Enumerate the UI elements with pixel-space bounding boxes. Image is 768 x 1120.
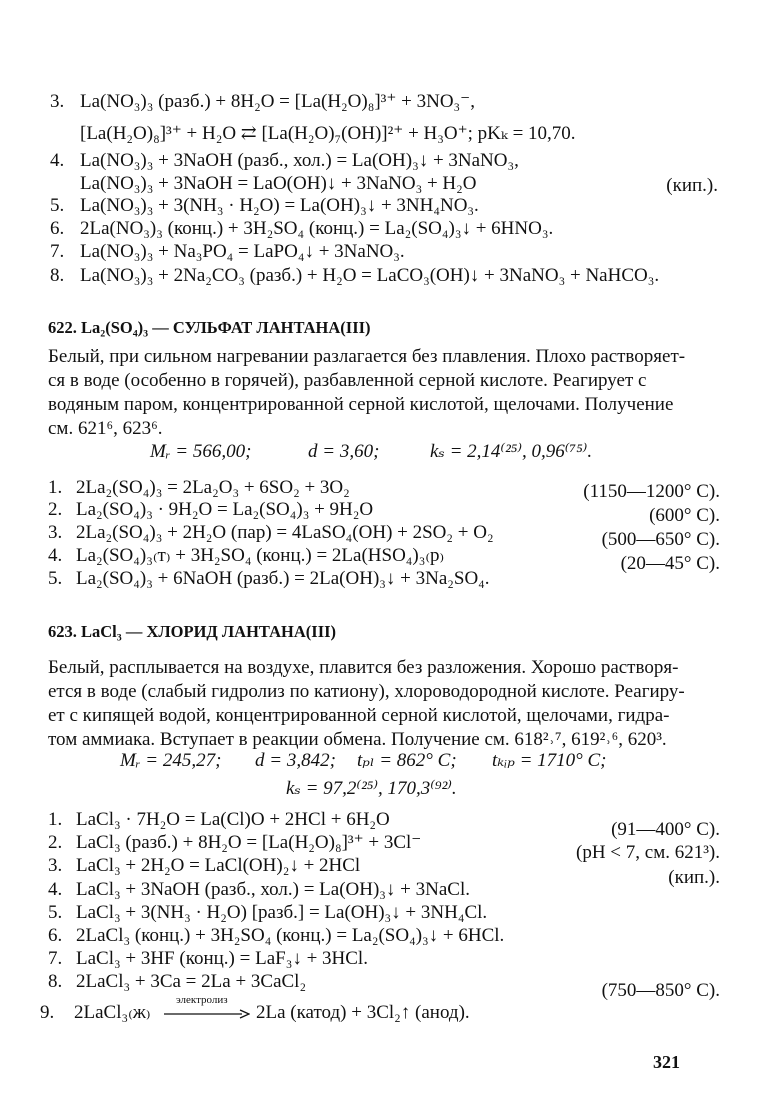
reaction-623-1: LaCl₃ · 7H₂O = La(Cl)O + 2HCl + 6H₂O: [76, 809, 390, 830]
reaction-623-3-number: 3.: [48, 855, 63, 876]
reaction-622-3: 2La₂(SO₄)₃ + 2H₂O (пар) = 4LaSO₄(OH) + 2SO₂ + O₂: [76, 522, 494, 543]
reaction-623-5: LaCl₃ + 3(NH₃ · H₂O) [разб.] = La(OH)₃↓ + 3NH₄Cl.: [76, 902, 488, 923]
reaction-622-1-condition: (1150—1200° C).: [583, 481, 720, 502]
reaction-622-2-number: 2.: [48, 499, 63, 520]
page-number: 321: [653, 1052, 680, 1072]
reaction-623-8: 2LaCl₃ + 3Ca = 2La + 3CaCl₂: [76, 971, 307, 992]
reaction-622-3-condition: (500—650° C).: [601, 529, 720, 550]
reaction-623-6-number: 6.: [48, 925, 63, 946]
section-623-description: [48, 656, 724, 752]
reaction-623-9-reactant: 2LaCl₃₍ж₎: [74, 1002, 151, 1023]
reaction-623-3: LaCl₃ + 2H₂O = LaCl(OH)₂↓ + 2HCl: [76, 855, 361, 876]
eq8-number: 8.: [50, 265, 65, 286]
eq5-text: La(NO₃)₃ + 3(NH₃ · H₂O) = La(OH)₃↓ + 3NH₄NO₃.: [80, 195, 479, 216]
prop-molar-mass: Mᵣ = 566,00;: [150, 441, 252, 462]
section-623-heading: 623. LaCl₃ — ХЛОРИД ЛАНТАНА(III): [48, 622, 337, 641]
desc-line: водяным паром, концентрированной серной кислотой, щелочами. Получение: [48, 394, 674, 415]
desc-line: ет с кипящей водой, концентрированной серной кислотой, щелочами, гидра-: [48, 705, 670, 726]
eq3-line-1: La(NO₃)₃ (разб.) + 8H₂O = [La(H₂O)₈]³⁺ + 3NO₃⁻,: [80, 91, 475, 112]
reaction-623-5-number: 5.: [48, 902, 63, 923]
reaction-623-2: LaCl₃ (разб.) + 8H₂O = [La(H₂O)₈]³⁺ + 3Cl⁻: [76, 832, 422, 853]
reaction-623-7-number: 7.: [48, 948, 63, 969]
section-622-heading: 622. La₂(SO₄)₃ — СУЛЬФАТ ЛАНТАНА(III): [48, 318, 371, 337]
reaction-622-1-number: 1.: [48, 477, 63, 498]
prop-solubility: kₛ = 97,2⁽²⁵⁾, 170,3⁽⁹²⁾.: [286, 778, 457, 799]
reaction-622-2-condition: (600° C).: [649, 505, 720, 526]
desc-line: Белый, расплывается на воздухе, плавится без разложения. Хорошо растворя-: [48, 657, 679, 678]
reaction-arrow-icon: [164, 1008, 250, 1020]
reaction-623-4-number: 4.: [48, 879, 63, 900]
section-622-description: [48, 345, 724, 441]
eq5-number: 5.: [50, 195, 65, 216]
prop-boiling-point: tₖᵢₚ = 1710° C;: [492, 750, 607, 771]
eq4-condition: (кип.).: [666, 175, 718, 196]
reaction-623-2-number: 2.: [48, 832, 63, 853]
desc-line: Белый, при сильном нагревании разлагается без плавления. Плохо растворяет-: [48, 346, 686, 367]
reaction-623-2-condition: (pH < 7, см. 621³).: [576, 842, 720, 863]
eq8-text: La(NO₃)₃ + 2Na₂CO₃ (разб.) + H₂O = LaCO₃(OH)↓ + 3NaNO₃ + NaHCO₃.: [80, 265, 660, 286]
reaction-622-4-number: 4.: [48, 545, 63, 566]
prop-melting-point: tₚₗ = 862° C;: [357, 750, 457, 771]
reaction-622-3-number: 3.: [48, 522, 63, 543]
desc-line: ется в воде (слабый гидролиз по катиону), хлороводородной кислоте. Реагиру-: [48, 681, 685, 702]
eq4-line-1: La(NO₃)₃ + 3NaOH (разб., хол.) = La(OH)₃↓ + 3NaNO₃,: [80, 150, 519, 171]
prop-solubility: kₛ = 2,14⁽²⁵⁾, 0,96⁽⁷⁵⁾.: [430, 441, 593, 462]
reaction-622-4: La₂(SO₄)₃₍т₎ + 3H₂SO₄ (конц.) = 2La(HSO₄)₃₍р₎: [76, 545, 445, 566]
reaction-623-8-condition: (750—850° C).: [601, 980, 720, 1001]
reaction-622-2: La₂(SO₄)₃ · 9H₂O = La₂(SO₄)₃ + 9H₂O: [76, 499, 374, 520]
eq7-number: 7.: [50, 241, 65, 262]
reaction-623-9-number: 9.: [40, 1002, 55, 1023]
desc-line: см. 621⁶, 623⁶.: [48, 418, 163, 439]
reaction-623-1-number: 1.: [48, 809, 63, 830]
eq3-number: 3.: [50, 91, 65, 112]
reaction-623-8-number: 8.: [48, 971, 63, 992]
reaction-623-9-products: 2La (катод) + 3Cl₂↑ (анод).: [256, 1002, 470, 1023]
reaction-622-5-number: 5.: [48, 568, 63, 589]
eq4-number: 4.: [50, 150, 65, 171]
reaction-623-7: LaCl₃ + 3HF (конц.) = LaF₃↓ + 3HCl.: [76, 948, 368, 969]
reaction-622-1: 2La₂(SO₄)₃ = 2La₂O₃ + 6SO₂ + 3O₂: [76, 477, 350, 498]
reaction-623-3-condition: (кип.).: [668, 867, 720, 888]
eq4-line-2: La(NO₃)₃ + 3NaOH = LaO(OH)↓ + 3NaNO₃ + H₂O: [80, 173, 477, 194]
eq6-number: 6.: [50, 218, 65, 239]
eq7-text: La(NO₃)₃ + Na₃PO₄ = LaPO₄↓ + 3NaNO₃.: [80, 241, 405, 262]
desc-line: том аммиака. Вступает в реакции обмена. Получение см. 618²˒⁷, 619²˒⁶, 620³.: [48, 729, 667, 750]
eq3-line-2: [La(H₂O)₈]³⁺ + H₂O ⇄ [La(H₂O)₇(OH)]²⁺ + H₃O⁺; pKₖ = 10,70.: [80, 123, 576, 144]
reaction-622-5: La₂(SO₄)₃ + 6NaOH (разб.) = 2La(OH)₃↓ + 3Na₂SO₄.: [76, 568, 490, 589]
electrolysis-label: электролиз: [176, 994, 228, 1006]
eq6-text: 2La(NO₃)₃ (конц.) + 3H₂SO₄ (конц.) = La₂(SO₄)₃↓ + 6HNO₃.: [80, 218, 554, 239]
prop-density: d = 3,842;: [255, 750, 336, 771]
desc-line: ся в воде (особенно в горячей), разбавленной серной кислоте. Реагирует с: [48, 370, 647, 391]
prop-molar-mass: Mᵣ = 245,27;: [120, 750, 222, 771]
reaction-623-1-condition: (91—400° C).: [611, 819, 720, 840]
prop-density: d = 3,60;: [308, 441, 380, 462]
reaction-623-6: 2LaCl₃ (конц.) + 3H₂SO₄ (конц.) = La₂(SO₄)₃↓ + 6HCl.: [76, 925, 505, 946]
reaction-622-4-condition: (20—45° C).: [620, 553, 720, 574]
reaction-623-4: LaCl₃ + 3NaOH (разб., хол.) = La(OH)₃↓ + 3NaCl.: [76, 879, 470, 900]
